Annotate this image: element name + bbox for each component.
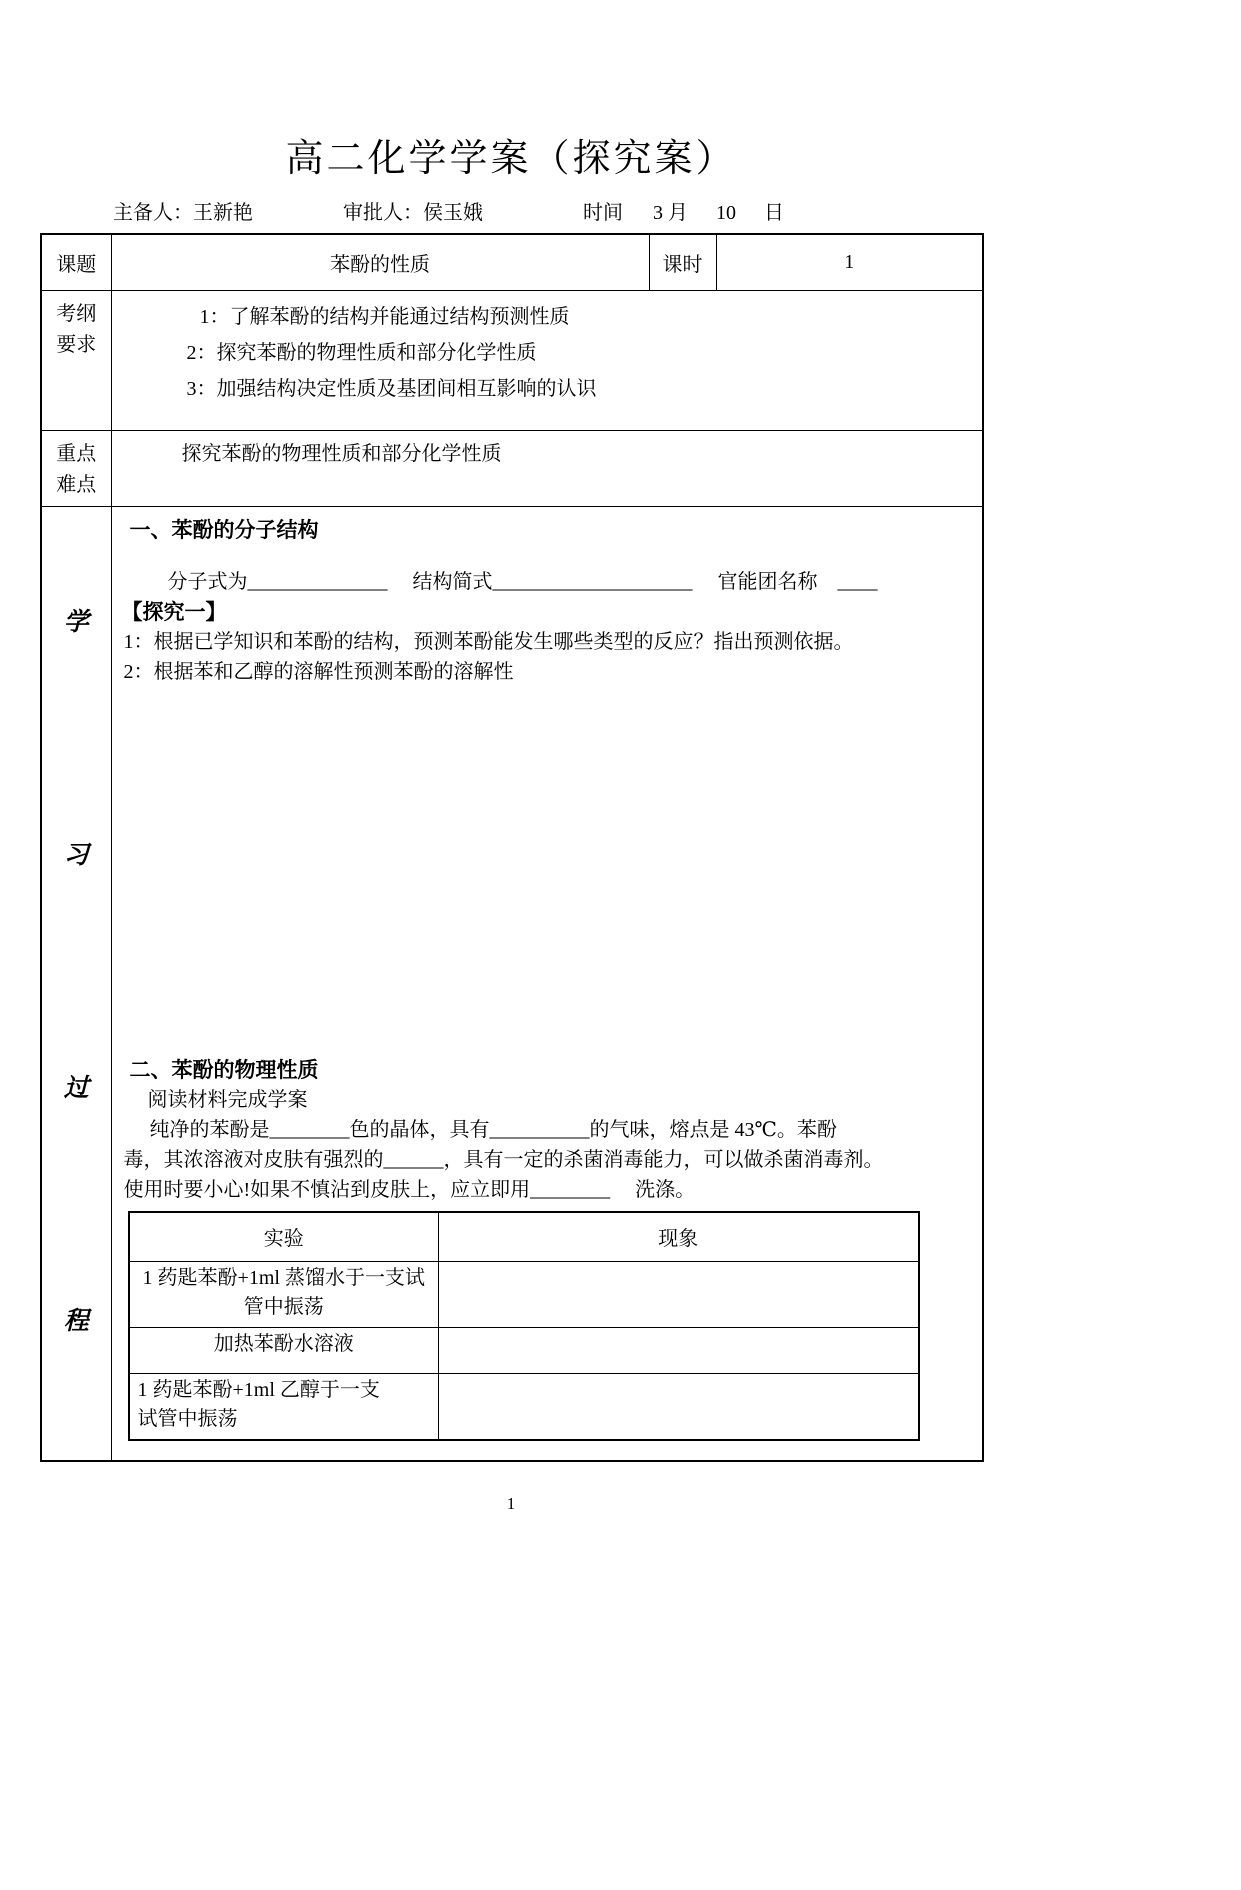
period-label: 课时	[649, 234, 716, 290]
answer-space	[120, 687, 971, 1055]
focus-label	[41, 430, 111, 506]
experiment-cell-1: 1 药匙苯酚+1ml 蒸馏水于一支试管中振荡	[129, 1262, 439, 1328]
syllabus-item-1: 1：了解苯酚的结构并能通过结构预测性质	[199, 305, 570, 328]
section2-title: 二、苯酚的物理性质	[129, 1057, 319, 1082]
formula-blanks-line: 分子式为______________ 结构简式____________________ 官能团名称 ____	[167, 570, 878, 593]
physical-properties-paragraph-line1: 纯净的苯酚是________色的晶体，具有__________的气味，熔点是 43℃。苯酚	[149, 1118, 837, 1141]
time-month: 3 月	[653, 202, 688, 224]
physical-properties-paragraph-line2: 毒，其浓溶液对皮肤有强烈的______，具有一定的杀菌消毒能力，可以做杀菌消毒剂。	[123, 1148, 884, 1171]
page-title: 高二化学学案（探究案）	[285, 138, 737, 180]
syllabus-label-line2: 要求	[56, 333, 97, 356]
syllabus-label	[41, 290, 111, 430]
focus-content: 探究苯酚的物理性质和部分化学性质	[111, 430, 983, 506]
experiment-table-header	[129, 1212, 919, 1262]
experiment-column-header: 实验	[129, 1212, 439, 1262]
table-row	[129, 1328, 919, 1374]
approved-by: 审批人：侯玉娥	[343, 202, 483, 224]
experiment-cell-3: 1 药匙苯酚+1ml 乙醇于一支试管中振荡	[129, 1374, 439, 1440]
section2-subtitle: 阅读材料完成学案	[147, 1088, 308, 1111]
period-value: 1	[716, 234, 983, 290]
syllabus-item-3: 3：加强结构决定性质及基团间相互影响的认识	[186, 377, 597, 400]
time-day: 10	[716, 202, 736, 224]
learning-process-row	[41, 506, 983, 1461]
inquiry1-question2: 2：根据苯和乙醇的溶解性预测苯酚的溶解性	[123, 660, 514, 683]
experiment-table	[128, 1211, 920, 1441]
phenomenon-cell-1	[439, 1262, 919, 1328]
learning-process-chars	[42, 507, 111, 1457]
topic-row	[41, 234, 983, 290]
time-day-suffix: 日	[764, 202, 784, 224]
time-label: 时间	[583, 202, 623, 224]
experiment-cell-2: 加热苯酚水溶液	[129, 1328, 439, 1374]
syllabus-row	[41, 290, 983, 430]
page-number: 1	[506, 1494, 516, 1513]
process-char-guo: 过	[63, 1074, 89, 1102]
learning-process-label	[41, 506, 111, 1461]
prepared-by: 主备人：王新艳	[113, 202, 253, 224]
phenomenon-cell-3	[439, 1374, 919, 1440]
physical-properties-paragraph-line3: 使用时要小心!如果不慎沾到皮肤上，应立即用________ 洗涤。	[123, 1178, 696, 1201]
focus-label-line2: 难点	[56, 473, 97, 496]
syllabus-content	[111, 290, 983, 430]
section1-title: 一、苯酚的分子结构	[129, 517, 319, 542]
focus-label-line1: 重点	[56, 442, 97, 465]
meta-line	[113, 196, 982, 225]
process-char-xue: 学	[63, 608, 89, 636]
inquiry1-title: 【探究一】	[121, 599, 227, 624]
table-row	[129, 1262, 919, 1328]
focus-row	[41, 430, 983, 506]
topic-label: 课题	[41, 234, 111, 290]
syllabus-item-2: 2：探究苯酚的物理性质和部分化学性质	[186, 341, 537, 364]
table-row	[129, 1374, 919, 1440]
document-sheet	[40, 136, 982, 1514]
process-char-cheng: 程	[63, 1307, 89, 1335]
syllabus-label-line1: 考纲	[56, 302, 97, 325]
lesson-plan-table	[40, 233, 984, 1462]
inquiry1-question1: 1：根据已学知识和苯酚的结构，预测苯酚能发生哪些类型的反应？指出预测依据。	[123, 630, 854, 653]
phenomenon-cell-2	[439, 1328, 919, 1374]
phenomenon-column-header: 现象	[439, 1212, 919, 1262]
process-char-xi: 习	[63, 841, 89, 869]
topic-value: 苯酚的性质	[111, 234, 649, 290]
learning-process-content	[111, 506, 983, 1461]
